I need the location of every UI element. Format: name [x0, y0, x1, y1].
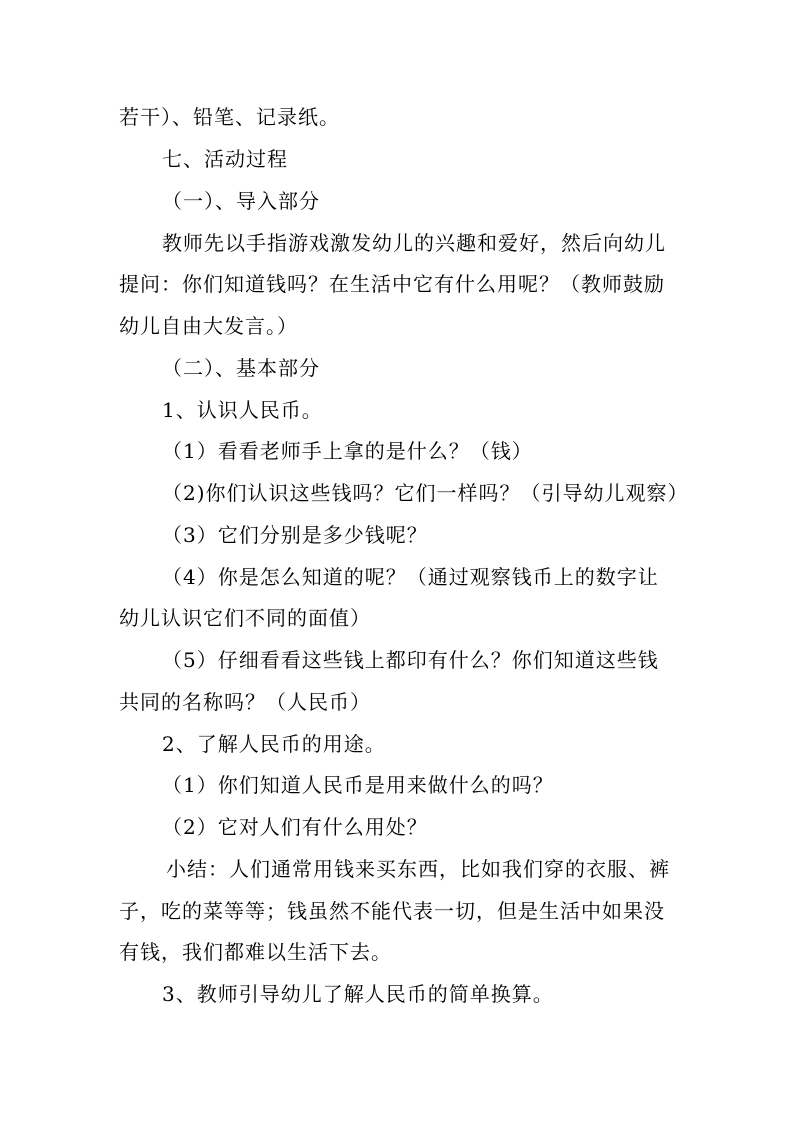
list-item: （1）你们知道人民币是用来做什么的吗？: [162, 773, 554, 797]
paragraph-line: 教师先以手指游戏激发幼儿的兴趣和爱好，然后向幼儿: [162, 231, 666, 255]
list-item: （1）看看老师手上拿的是什么？（钱）: [162, 439, 533, 463]
list-item: （2)你们认识这些钱吗？它们一样吗？（引导幼儿观察）: [162, 481, 689, 505]
item-heading-rmb-uses: 2、了解人民币的用途。: [162, 732, 386, 756]
list-item: （3）它们分别是多少钱呢？: [162, 523, 428, 547]
list-item-continuation: 幼儿认识它们不同的面值）: [119, 606, 371, 630]
summary-line: 有钱，我们都难以生活下去。: [119, 940, 392, 964]
list-item: （4）你是怎么知道的呢？（通过观察钱币上的数字让: [162, 565, 659, 589]
list-item: （2）它对人们有什么用处？: [162, 815, 428, 839]
summary-line: 子，吃的菜等等；钱虽然不能代表一切，但是生活中如果没: [119, 899, 665, 923]
item-heading-recognize-rmb: 1、认识人民币。: [162, 398, 323, 422]
list-item: （5）仔细看看这些钱上都印有什么？你们知道这些钱: [162, 648, 659, 672]
list-item-continuation: 共同的名称吗？（人民币）: [119, 690, 371, 714]
subsection-heading-intro: （一）、导入部分: [162, 189, 320, 213]
section-heading-activity-process: 七、活动过程: [162, 147, 288, 171]
summary-line: 小结：人们通常用钱来买东西，比如我们穿的衣服、裤: [166, 857, 670, 881]
paragraph-line: 幼儿自由大发言。）: [119, 314, 298, 338]
item-heading-rmb-conversion: 3、教师引导幼儿了解人民币的简单换算。: [162, 982, 554, 1006]
paragraph-line: 提问：你们知道钱吗？在生活中它有什么用呢？（教师鼓励: [119, 272, 665, 296]
subsection-heading-basic: （二）、基本部分: [162, 356, 320, 380]
text-line-materials-end: 若干）、铅笔、记录纸。: [119, 105, 340, 129]
